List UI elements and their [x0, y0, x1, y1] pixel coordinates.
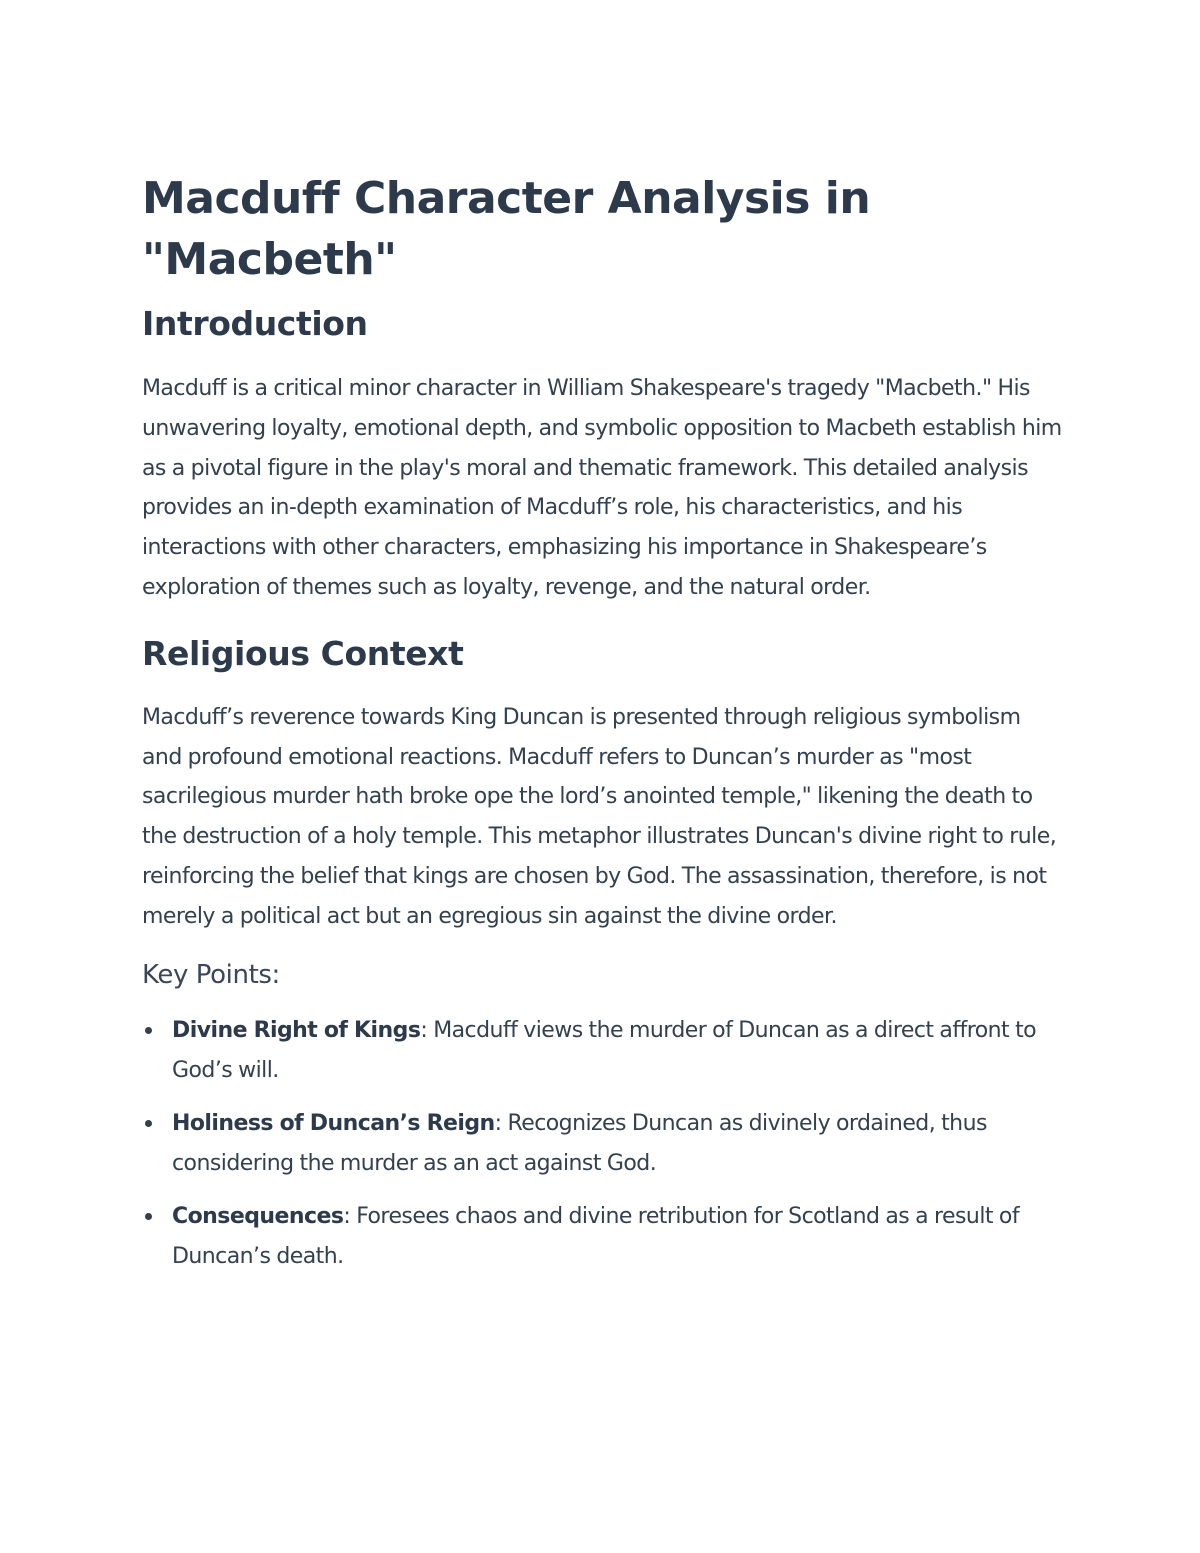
bullet-icon	[145, 1213, 152, 1220]
key-point-text: : Foresees chaos and divine retribution for Scotland as a result of Duncan’s death.	[172, 1203, 1020, 1269]
key-point-term: Holiness of Duncan’s Reign	[172, 1110, 495, 1136]
key-point-text: : Recognizes Duncan as divinely ordained, thus considering the murder as an act against God.	[172, 1110, 987, 1176]
key-points-heading: Key Points:	[142, 959, 280, 990]
key-point-term: Consequences	[172, 1203, 344, 1229]
document-page	[142, 168, 1062, 1290]
key-point-term: Divine Right of Kings	[172, 1017, 421, 1043]
bullet-icon	[145, 1120, 152, 1127]
list-item	[142, 1197, 1062, 1277]
bullet-icon	[145, 1027, 152, 1034]
key-point-text: : Macduff views the murder of Duncan as a direct affront to God’s will.	[172, 1017, 1037, 1083]
section-heading-introduction: Introduction	[142, 304, 368, 343]
section-heading-religious-context: Religious Context	[142, 633, 464, 673]
document-title: Macduff Character Analysis in "Macbeth"	[142, 173, 871, 285]
list-item	[142, 1011, 1062, 1091]
introduction-paragraph: Macduff is a critical minor character in William Shakespeare's tragedy "Macbeth." His unwavering loyalty, emotional depth, and symbolic opposition to Macbeth establish him as a pivotal figure in the play's moral and thematic framework. This detailed analysis provides an in-depth examination of Macduff’s role, his characteristics, and his interactions with other characters, emphasizing his importance in Shakespeare’s exploration of themes such as loyalty, revenge, and the natural order.	[142, 376, 1062, 600]
religious-context-paragraph: Macduff’s reverence towards King Duncan is presented through religious symbolism and profound emotional reactions. Macduff refers to Duncan’s murder as "most sacrilegious murder hath broke ope the lord’s anointed temple," likening the death to the destruction of a holy temple. This metaphor illustrates Duncan's divine right to rule, reinforcing the belief that kings are chosen by God. The assassination, therefore, is not merely a political act but an egregious sin against the divine order.	[142, 704, 1057, 929]
key-points-list	[142, 1011, 1062, 1277]
list-item	[142, 1104, 1062, 1184]
